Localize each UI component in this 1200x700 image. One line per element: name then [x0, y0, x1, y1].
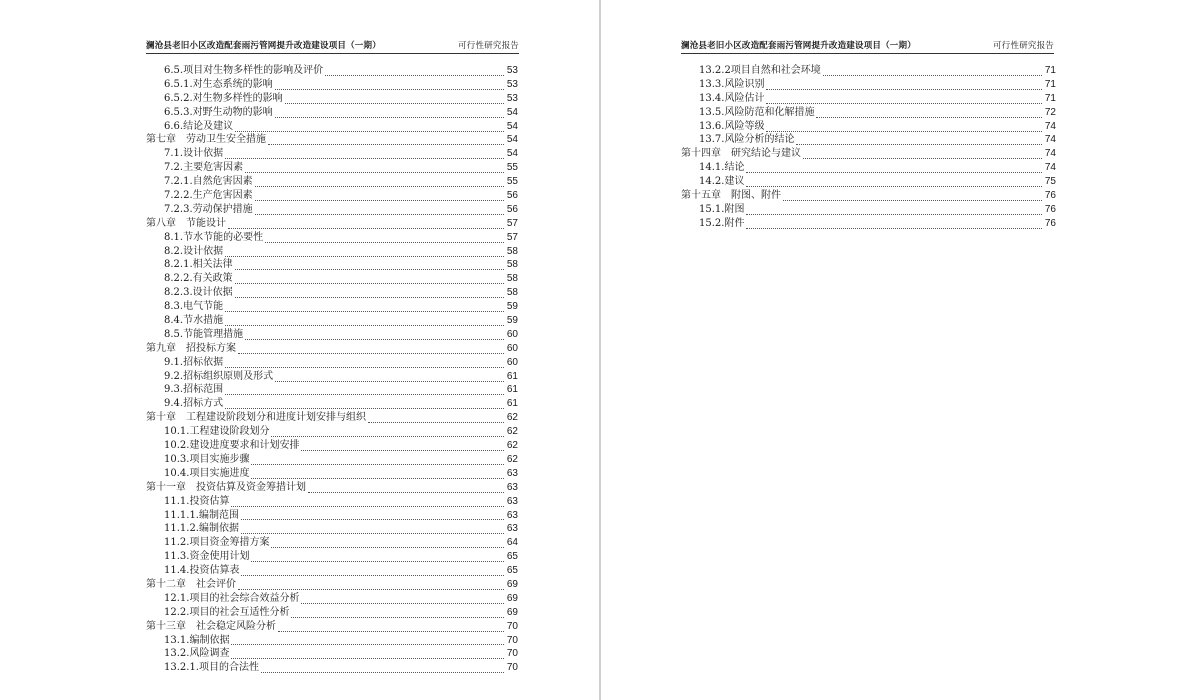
toc-entry-label: 第八章 节能设计 — [146, 217, 226, 229]
toc-dot-leader — [325, 66, 504, 76]
toc-entry-label: 8.3.电气节能 — [164, 301, 224, 313]
toc-section-entry[interactable] — [146, 203, 518, 217]
toc-dot-leader — [251, 552, 504, 562]
toc-dot-leader — [275, 108, 504, 118]
toc-section-entry[interactable] — [146, 328, 518, 342]
toc-entry-label: 8.4.节水措施 — [164, 315, 224, 327]
toc-dot-leader — [235, 274, 504, 284]
toc-section-entry[interactable] — [146, 286, 518, 300]
toc-page-number: 58 — [506, 245, 518, 257]
toc-dot-leader — [238, 580, 504, 590]
toc-entry-label: 11.3.资金使用计划 — [164, 551, 250, 563]
document-title: 澜沧县老旧小区改造配套雨污管网提升改造建设项目（一期） — [681, 41, 916, 51]
toc-section-entry[interactable] — [146, 439, 518, 453]
toc-section-entry[interactable] — [146, 606, 518, 620]
toc-page-number: 62 — [506, 426, 518, 438]
toc-page-number: 71 — [1044, 65, 1056, 76]
toc-dot-leader — [231, 635, 504, 645]
toc-page-number: 70 — [506, 620, 518, 632]
toc-section-entry[interactable] — [146, 189, 518, 203]
toc-entry-label: 9.4.招标方式 — [164, 398, 224, 410]
toc-section-entry[interactable] — [146, 495, 518, 509]
toc-section-entry[interactable] — [146, 147, 518, 161]
toc-section-entry[interactable] — [146, 120, 518, 134]
toc-entry-label: 6.5.项目对生物多样性的影响及评价 — [164, 65, 324, 76]
toc-dot-leader — [251, 455, 504, 465]
toc-entry-label: 8.1.节水节能的必要性 — [164, 231, 264, 243]
toc-entry-label: 14.2.建议 — [699, 176, 745, 188]
toc-section-entry[interactable] — [146, 314, 518, 328]
toc-entry-label: 6.6.结论及建议 — [164, 120, 234, 132]
document-type: 可行性研究报告 — [993, 41, 1054, 51]
toc-page-number: 59 — [506, 301, 518, 313]
toc-dot-leader — [235, 122, 504, 132]
toc-dot-leader — [245, 330, 504, 340]
toc-entry-label: 10.3.项目实施步骤 — [164, 453, 250, 465]
toc-page-number: 62 — [506, 453, 518, 465]
toc-section-entry[interactable] — [146, 258, 518, 272]
toc-entry-label: 15.2.附件 — [699, 217, 745, 229]
toc-entry-label: 第十章 工程建设阶段划分和进度计划安排与组织 — [146, 412, 366, 424]
toc-dot-leader — [241, 566, 504, 576]
toc-section-entry[interactable] — [146, 356, 518, 370]
toc-entry-label: 11.1.2.编制依据 — [164, 523, 239, 535]
toc-section-entry[interactable] — [146, 634, 518, 648]
toc-dot-leader — [235, 260, 504, 270]
toc-section-entry[interactable] — [146, 550, 518, 564]
toc-page-number: 65 — [506, 565, 518, 577]
toc-page-number: 60 — [506, 356, 518, 368]
toc-page-number: 62 — [506, 412, 518, 424]
toc-section-entry[interactable] — [146, 161, 518, 175]
toc-page-number: 69 — [506, 606, 518, 618]
toc-chapter-entry[interactable] — [146, 481, 518, 495]
toc-page-number: 69 — [506, 578, 518, 590]
toc-entry-label: 8.5.节能管理措施 — [164, 328, 244, 340]
toc-page-number: 64 — [506, 537, 518, 549]
toc-page-number: 74 — [1044, 148, 1056, 160]
toc-page-number: 61 — [506, 398, 518, 410]
toc-dot-leader — [308, 483, 504, 493]
toc-page-number: 70 — [506, 634, 518, 646]
toc-entry-label: 第十五章 附图、附件 — [681, 190, 781, 202]
toc-entry-label: 13.5.风险防范和化解措施 — [699, 106, 815, 118]
toc-entry-label: 第十一章 投资估算及资金筹措计划 — [146, 481, 306, 493]
toc-entry-label: 9.1.招标依据 — [164, 356, 224, 368]
toc-page-number: 60 — [506, 328, 518, 340]
toc-dot-leader — [816, 108, 1042, 118]
toc-dot-leader — [766, 94, 1042, 104]
toc-page-number: 71 — [1044, 92, 1056, 104]
toc-section-entry[interactable] — [681, 217, 1056, 231]
toc-page-number: 57 — [506, 231, 518, 243]
toc-entry-label: 6.5.1.对生态系统的影响 — [164, 78, 273, 90]
toc-section-entry[interactable] — [681, 161, 1056, 175]
toc-dot-leader — [231, 497, 504, 507]
toc-section-entry[interactable] — [146, 509, 518, 523]
toc-page-number: 74 — [1044, 120, 1056, 132]
toc-dot-leader — [235, 288, 504, 298]
toc-dot-leader — [746, 177, 1042, 187]
toc-section-entry[interactable] — [681, 64, 1056, 78]
toc-page-number: 65 — [506, 551, 518, 563]
toc-dot-leader — [225, 302, 504, 312]
toc-section-entry[interactable] — [146, 245, 518, 259]
toc-page-number: 63 — [506, 523, 518, 535]
toc-page-number: 76 — [1044, 203, 1056, 215]
toc-section-entry[interactable] — [146, 536, 518, 550]
toc-section-entry[interactable] — [146, 661, 518, 675]
toc-chapter-entry[interactable] — [146, 578, 518, 592]
toc-dot-leader — [225, 385, 504, 395]
toc-section-entry[interactable] — [146, 64, 518, 78]
toc-dot-leader — [271, 427, 504, 437]
toc-dot-leader — [285, 94, 504, 104]
toc-chapter-entry[interactable] — [146, 342, 518, 356]
toc-dot-leader — [231, 649, 504, 659]
toc-dot-leader — [766, 122, 1042, 132]
toc-entry-label: 13.2.风险调查 — [164, 648, 230, 660]
toc-entry-label: 11.1.1.编制范围 — [164, 509, 239, 521]
toc-page-number: 63 — [506, 495, 518, 507]
toc-page-number: 71 — [1044, 78, 1056, 90]
toc-entry-label: 9.3.招标范围 — [164, 384, 224, 396]
toc-page-number: 56 — [506, 203, 518, 215]
toc-dot-leader — [261, 663, 504, 673]
toc-section-entry[interactable] — [146, 370, 518, 384]
toc-page-number: 59 — [506, 315, 518, 327]
toc-dot-leader — [271, 538, 504, 548]
toc-entry-label: 第七章 劳动卫生安全措施 — [146, 134, 266, 146]
toc-entry-label: 13.2.1.项目的合法性 — [164, 662, 259, 674]
toc-dot-leader — [291, 608, 504, 618]
toc-section-entry[interactable] — [146, 647, 518, 661]
toc-page-number: 76 — [1044, 190, 1056, 202]
toc-dot-leader — [766, 80, 1042, 90]
toc-page-number: 62 — [506, 440, 518, 452]
toc-entry-label: 7.2.1.自然危害因素 — [164, 176, 253, 188]
document-page-right — [601, 0, 1200, 700]
toc-section-entry[interactable] — [681, 203, 1056, 217]
toc-section-entry[interactable] — [146, 231, 518, 245]
toc-dot-leader — [746, 205, 1042, 215]
toc-page-number: 54 — [506, 106, 518, 118]
toc-dot-leader — [245, 163, 504, 173]
toc-section-entry[interactable] — [146, 592, 518, 606]
toc-page-number: 53 — [506, 65, 518, 76]
toc-page-number: 72 — [1044, 106, 1056, 118]
toc-section-entry[interactable] — [146, 467, 518, 481]
toc-chapter-entry[interactable] — [146, 217, 518, 231]
toc-dot-leader — [368, 413, 504, 423]
toc-page-number: 70 — [506, 648, 518, 660]
toc-dot-leader — [746, 219, 1042, 229]
toc-entry-label: 13.1.编制依据 — [164, 634, 230, 646]
toc-section-entry[interactable] — [146, 78, 518, 92]
toc-dot-leader — [238, 344, 504, 354]
toc-page-number: 54 — [506, 134, 518, 146]
toc-dot-leader — [268, 135, 504, 145]
toc-page-number: 63 — [506, 467, 518, 479]
toc-entry-label: 12.1.项目的社会综合效益分析 — [164, 592, 300, 604]
toc-page-number: 69 — [506, 592, 518, 604]
toc-dot-leader — [275, 80, 504, 90]
toc-chapter-entry[interactable] — [146, 411, 518, 425]
toc-chapter-entry[interactable] — [681, 189, 1056, 203]
toc-section-entry[interactable] — [146, 106, 518, 120]
toc-entry-label: 15.1.附图 — [699, 203, 745, 215]
toc-entry-label: 13.2.2项目自然和社会环境 — [699, 65, 821, 76]
toc-entry-label: 11.2.项目资金筹措方案 — [164, 537, 270, 549]
toc-chapter-entry[interactable] — [146, 133, 518, 147]
toc-section-entry[interactable] — [146, 300, 518, 314]
toc-dot-leader — [225, 316, 504, 326]
toc-page-number: 74 — [1044, 134, 1056, 146]
toc-entry-label: 10.1.工程建设阶段划分 — [164, 426, 270, 438]
toc-page-number: 75 — [1044, 176, 1056, 188]
toc-dot-leader — [301, 594, 504, 604]
toc-section-entry[interactable] — [681, 133, 1056, 147]
toc-page-number: 53 — [506, 92, 518, 104]
toc-dot-leader — [265, 233, 504, 243]
toc-dot-leader — [275, 372, 504, 382]
toc-entry-label: 6.5.2.对生物多样性的影响 — [164, 92, 283, 104]
toc-section-entry[interactable] — [681, 78, 1056, 92]
toc-section-entry[interactable] — [146, 564, 518, 578]
toc-entry-label: 8.2.设计依据 — [164, 245, 224, 257]
toc-entry-label: 8.2.3.设计依据 — [164, 287, 233, 299]
toc-page-number: 61 — [506, 384, 518, 396]
toc-entry-label: 13.4.风险估计 — [699, 92, 765, 104]
toc-page-number: 76 — [1044, 217, 1056, 229]
toc-chapter-entry[interactable] — [681, 147, 1056, 161]
toc-entry-label: 13.7.风险分析的结论 — [699, 134, 795, 146]
toc-section-entry[interactable] — [146, 397, 518, 411]
toc-page-number: 70 — [506, 662, 518, 674]
toc-entry-label: 第十二章 社会评价 — [146, 578, 236, 590]
toc-entry-label: 11.4.投资估算表 — [164, 565, 240, 577]
toc-page-number: 54 — [506, 148, 518, 160]
toc-page-number: 63 — [506, 509, 518, 521]
toc-dot-leader — [225, 399, 504, 409]
toc-page-number: 56 — [506, 190, 518, 202]
page-header — [146, 37, 519, 54]
table-of-contents — [681, 64, 1056, 231]
toc-dot-leader — [255, 191, 504, 201]
toc-section-entry[interactable] — [146, 383, 518, 397]
toc-dot-leader — [225, 149, 504, 159]
toc-entry-label: 7.2.3.劳动保护措施 — [164, 203, 253, 215]
toc-dot-leader — [823, 66, 1042, 76]
toc-entry-label: 9.2.招标组织原则及形式 — [164, 370, 274, 382]
document-title: 澜沧县老旧小区改造配套雨污管网提升改造建设项目（一期） — [146, 41, 381, 51]
toc-page-number: 60 — [506, 342, 518, 354]
toc-entry-label: 7.1.设计依据 — [164, 148, 224, 160]
toc-entry-label: 13.3.风险识别 — [699, 78, 765, 90]
toc-page-number: 55 — [506, 176, 518, 188]
table-of-contents — [146, 64, 518, 675]
toc-entry-label: 13.6.风险等级 — [699, 120, 765, 132]
toc-entry-label: 7.2.2.生产危害因素 — [164, 190, 253, 202]
toc-dot-leader — [241, 524, 504, 534]
document-page-left — [0, 0, 599, 700]
toc-page-number: 53 — [506, 78, 518, 90]
toc-dot-leader — [225, 358, 504, 368]
toc-section-entry[interactable] — [146, 272, 518, 286]
toc-page-number: 58 — [506, 259, 518, 271]
toc-dot-leader — [796, 135, 1042, 145]
toc-section-entry[interactable] — [146, 522, 518, 536]
toc-entry-label: 12.2.项目的社会互适性分析 — [164, 606, 290, 618]
toc-dot-leader — [228, 219, 504, 229]
toc-dot-leader — [783, 191, 1042, 201]
toc-page-number: 61 — [506, 370, 518, 382]
toc-page-number: 63 — [506, 481, 518, 493]
toc-dot-leader — [255, 177, 504, 187]
toc-dot-leader — [251, 469, 504, 479]
toc-page-number: 58 — [506, 273, 518, 285]
toc-dot-leader — [225, 247, 504, 257]
toc-entry-label: 8.2.1.相关法律 — [164, 259, 233, 271]
toc-page-number: 54 — [506, 120, 518, 132]
toc-dot-leader — [255, 205, 504, 215]
page-header — [681, 37, 1054, 54]
toc-page-number: 57 — [506, 217, 518, 229]
toc-section-entry[interactable] — [681, 106, 1056, 120]
toc-entry-label: 10.4.项目实施进度 — [164, 467, 250, 479]
toc-entry-label: 第十四章 研究结论与建议 — [681, 148, 801, 160]
document-type: 可行性研究报告 — [458, 41, 519, 51]
toc-page-number: 58 — [506, 287, 518, 299]
toc-section-entry[interactable] — [681, 120, 1056, 134]
toc-section-entry[interactable] — [146, 453, 518, 467]
toc-entry-label: 11.1.投资估算 — [164, 495, 230, 507]
toc-entry-label: 第九章 招投标方案 — [146, 342, 236, 354]
toc-page-number: 74 — [1044, 162, 1056, 174]
toc-chapter-entry[interactable] — [146, 620, 518, 634]
toc-entry-label: 8.2.2.有关政策 — [164, 273, 233, 285]
toc-dot-leader — [803, 149, 1042, 159]
toc-entry-label: 第十三章 社会稳定风险分析 — [146, 620, 276, 632]
toc-section-entry[interactable] — [146, 175, 518, 189]
toc-section-entry[interactable] — [681, 92, 1056, 106]
toc-entry-label: 6.5.3.对野生动物的影响 — [164, 106, 273, 118]
toc-page-number: 55 — [506, 162, 518, 174]
toc-dot-leader — [301, 441, 504, 451]
toc-entry-label: 10.2.建设进度要求和计划安排 — [164, 440, 300, 452]
toc-entry-label: 7.2.主要危害因素 — [164, 162, 244, 174]
toc-entry-label: 14.1.结论 — [699, 162, 745, 174]
toc-section-entry[interactable] — [681, 175, 1056, 189]
toc-dot-leader — [746, 163, 1042, 173]
toc-dot-leader — [278, 622, 504, 632]
toc-dot-leader — [241, 510, 504, 520]
toc-section-entry[interactable] — [146, 425, 518, 439]
toc-section-entry[interactable] — [146, 92, 518, 106]
